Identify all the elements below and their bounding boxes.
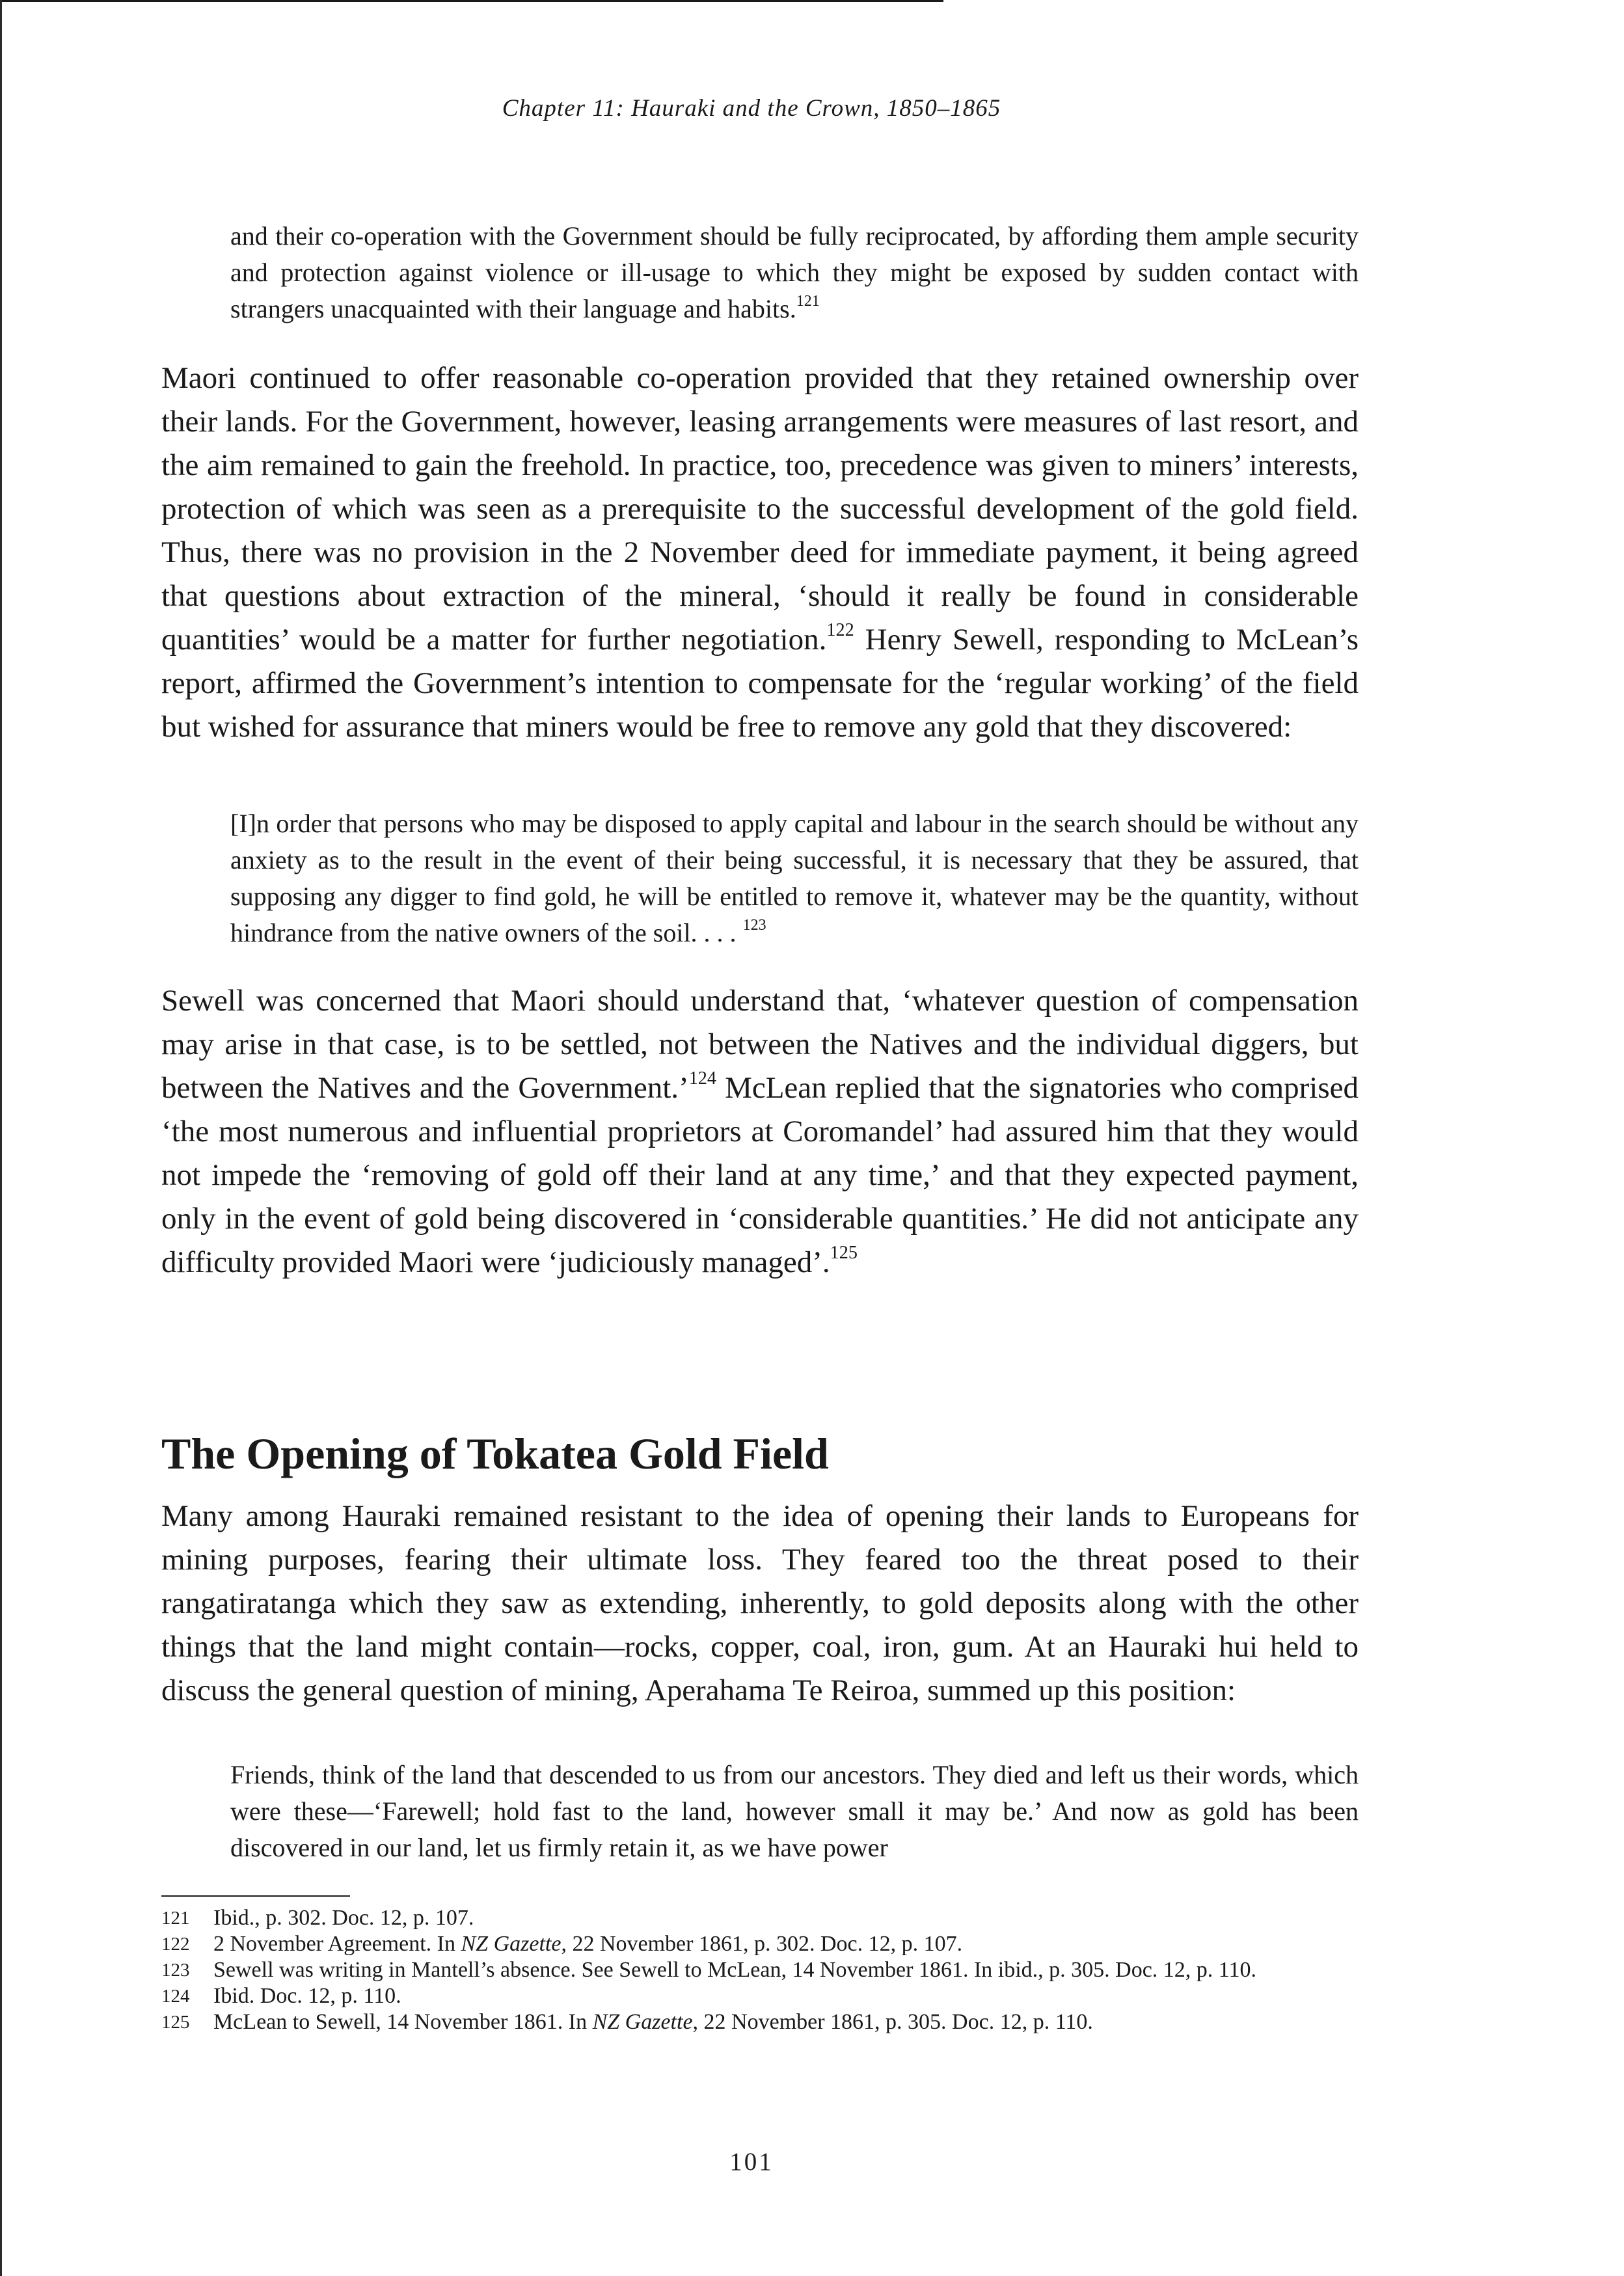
page-number: 101 bbox=[729, 2148, 774, 2176]
footnote-ref-121[interactable]: 121 bbox=[796, 293, 820, 310]
footnote-number: 125 bbox=[161, 2012, 190, 2033]
block-quote-2 bbox=[230, 806, 1359, 951]
footnote-separator bbox=[161, 1895, 350, 1897]
paragraph-3: Many among Hauraki remained resistant to the idea of opening their lands to Europeans for mining purposes, fearing their ultimate loss. They feared too the threat posed to their rangatiratanga which they saw as extending, inherently, to gold deposits along with the other things that the land might contain—rocks, copper, coal, iron, gum. At an Hauraki hui held to discuss the general question of mining, Aperahama Te Reiroa, summed up this position: bbox=[161, 1499, 1359, 1707]
footnote-text-part: McLean to Sewell, 14 November 1861. In bbox=[213, 2010, 593, 2034]
footnote-121 bbox=[161, 1905, 1359, 1931]
footnote-ref-124[interactable]: 124 bbox=[688, 1068, 716, 1089]
paragraph-1-text-b: Henry Sewell, responding to McLean’s report, affirmed the Government’s intention to compensate for the ‘regular working’ of the field but wished for assurance that miners would be free to remove any gold that they discovered: bbox=[161, 623, 1359, 744]
block-quote-1 bbox=[230, 218, 1359, 327]
running-head: Chapter 11: Hauraki and the Crown, 1850–1865 bbox=[502, 95, 1001, 122]
footnote-text bbox=[213, 2009, 1359, 2035]
footnote-text bbox=[213, 1931, 1359, 1957]
section-heading: The Opening of Tokatea Gold Field bbox=[161, 1429, 829, 1479]
footnote-source-title: NZ Gazette bbox=[592, 2010, 693, 2034]
footnote-124 bbox=[161, 1983, 1359, 2009]
footnote-number: 123 bbox=[161, 1960, 190, 1981]
block-quote-2-text: [I]n order that persons who may be disposed to apply capital and labour in the search should be without any anxiety as to the result in the event of their being successful, it is necessary that they be assured, that supposing any digger to find gold, he will be entitled to remove it, whatever may be the quantity, without hindrance from the native owners of the soil. . . . bbox=[230, 809, 1359, 947]
footnote-number: 124 bbox=[161, 1986, 190, 2007]
footnote-text bbox=[213, 1983, 1359, 2009]
footnote-123 bbox=[161, 1957, 1359, 1983]
paragraph-2-text-b: McLean replied that the signatories who comprised ‘the most numerous and influential proprietors at Coromandel’ had assured him that they would not impede the ‘removing of gold off their land at any time,’ and that they expected payment, only in the event of gold being discovered in ‘considerable quantities.’ He did not anticipate any difficulty provided Maori were ‘judiciously managed’. bbox=[161, 1071, 1359, 1279]
footnote-122 bbox=[161, 1931, 1359, 1957]
block-quote-1-text: and their co-operation with the Government should be fully reciprocated, by affording them ample security and protection against violence or ill-usage to which they might be exposed by sudden contact with strangers unacquainted with their language and habits. bbox=[230, 221, 1359, 323]
footnote-number: 121 bbox=[161, 1908, 190, 1929]
paragraph-2-text-a: Sewell was concerned that Maori should understand that, ‘whatever question of compensation may arise in that case, is to be settled, not between the Natives and the individual diggers, but between the Natives and the Government.’ bbox=[161, 984, 1359, 1105]
paragraph-1-text-a: Maori continued to offer reasonable co-operation provided that they retained ownership over their lands. For the Government, however, leasing arrangements were measures of last resort, and the aim remained to gain the freehold. In practice, too, precedence was given to miners’ interests, protection of which was seen as a prerequisite to the successful development of the gold field. Thus, there was no provision in the 2 November deed for immediate payment, it being agreed that questions about extraction of the mineral, ‘should it really be found in considerable quantities’ would be a matter for further negotiation. bbox=[161, 361, 1359, 657]
footnote-text bbox=[213, 1957, 1359, 1983]
paragraph-2 bbox=[161, 979, 1359, 1284]
footnote-ref-122[interactable]: 122 bbox=[826, 619, 854, 640]
footnote-text-part: Sewell was writing in Mantell’s absence. See Sewell to McLean, 14 November 1861. In ibid., p. 305. Doc. 12, p. 110. bbox=[213, 1958, 1257, 1982]
left-border-rule bbox=[0, 0, 2, 2276]
footnote-ref-123[interactable]: 123 bbox=[742, 917, 766, 934]
footnote-ref-125[interactable]: 125 bbox=[830, 1242, 858, 1263]
paragraph-1 bbox=[161, 357, 1359, 749]
footnote-text-part: Ibid. Doc. 12, p. 110. bbox=[213, 1984, 401, 2008]
footnote-text-part: Ibid., p. 302. Doc. 12, p. 107. bbox=[213, 1906, 474, 1930]
footnote-text-part: , 22 November 1861, p. 305. Doc. 12, p. 110. bbox=[692, 2010, 1093, 2034]
footnote-source-title: NZ Gazette bbox=[461, 1932, 562, 1956]
footnote-number: 122 bbox=[161, 1934, 190, 1955]
top-border-rule bbox=[0, 0, 943, 2]
footnote-text-part: 2 November Agreement. In bbox=[213, 1932, 461, 1956]
block-quote-3: Friends, think of the land that descended to us from our ancestors. They died and left us their words, which were these—‘Farewell; hold fast to the land, however small it may be.’ And now as gold has been discovered in our land, let us firmly retain it, as we have power bbox=[230, 1760, 1359, 1862]
footnote-125 bbox=[161, 2009, 1359, 2035]
footnote-text-part: , 22 November 1861, p. 302. Doc. 12, p. 107. bbox=[561, 1932, 963, 1956]
footnotes bbox=[161, 1905, 1359, 2035]
footnote-text bbox=[213, 1905, 1359, 1931]
